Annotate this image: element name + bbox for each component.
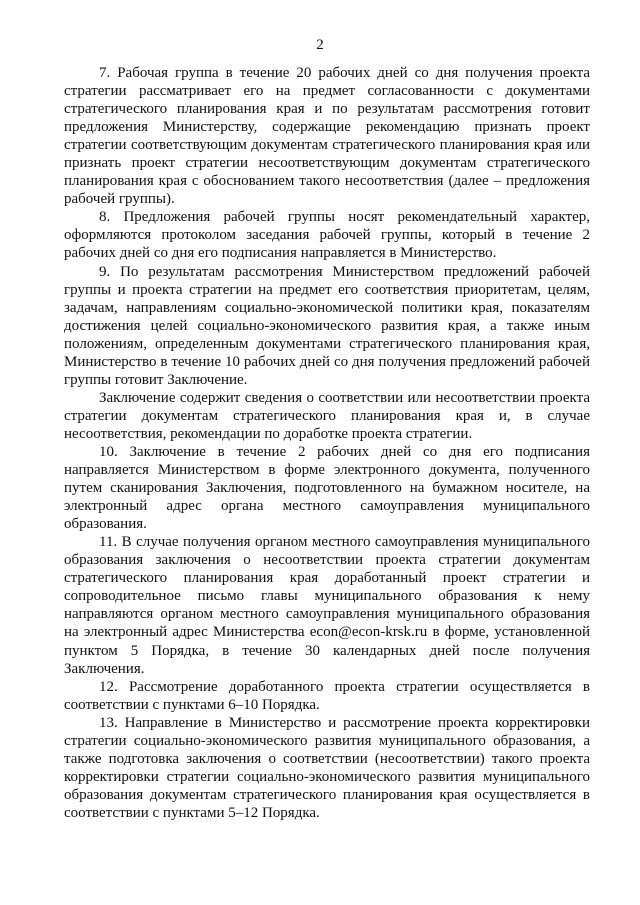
document-body [64,64,590,822]
paragraph-8: 8. Предложения рабочей группы носят рекомендательный характер, оформляются протоколом заседания рабочей группы, который в течение 2 рабочих дней со дня его подписания направляется в Министерство. [64,209,590,262]
paragraph-13: 13. Направление в Министерство и рассмотрение проекта корректировки стратегии социально-экономического развития муниципального образования, а также подготовка заключения о соответствии (несоответствии) такого проекта корректировки стратегии социально-экономического развития муниципального образования документам стратегического планирования края осуществляется в соответствии с пунктами 5–12 Порядка. [64,714,590,821]
paragraph-7: 7. Рабочая группа в течение 20 рабочих дней со дня получения проекта стратегии рассматривает его на предмет согласованности с документами стратегического планирования края и по результатам рассмотрения готовит предложения Министерству, содержащие рекомендацию признать проект стратегии соответствующим документам стратегического планирования края или признать проект стратегии несоответствующим документам стратегического планирования края с обоснованием такого несоответствия (далее – предложения рабочей группы). [64,65,590,208]
paragraph-12: 12. Рассмотрение доработанного проекта стратегии осуществляется в соответствии с пунктами 6–10 Порядка. [64,678,590,713]
paragraph-conclusion-content: Заключение содержит сведения о соответствии или несоответствии проекта стратегии документам стратегического планирования края и, в случае несоответствия, рекомендации по доработке проекта стратегии. [64,389,590,442]
paragraph-10: 10. Заключение в течение 2 рабочих дней со дня его подписания направляется Министерством в форме электронного документа, полученного путем сканирования Заключения, подготовленного на бумажном носителе, на электронный адрес органа местного самоуправления муниципального образования. [64,443,590,533]
paragraph-11: 11. В случае получения органом местного самоуправления муниципального образования заключения о несоответствии проекта стратегии документам стратегического планирования края доработанный проект стратегии и сопроводительное письмо главы муниципального образования к нему направляются органом местного самоуправления муниципального образования на электронный адрес Министерства econ@econ-krsk.ru в форме, установленной пунктом 5 Порядка, в течение 30 календарных дней после получения Заключения. [64,534,590,677]
page-number: 2 [316,37,324,53]
paragraph-9: 9. По результатам рассмотрения Министерством предложений рабочей группы и проекта стратегии на предмет его соответствия приоритетам, целям, задачам, направлениям социально-экономической политики края, показателям достижения целей социально-экономического развития края, а также иным положениям, определенным документами стратегического планирования края, Министерство в течение 10 рабочих дней со дня получения предложений рабочей группы готовит Заключение. [64,263,590,388]
